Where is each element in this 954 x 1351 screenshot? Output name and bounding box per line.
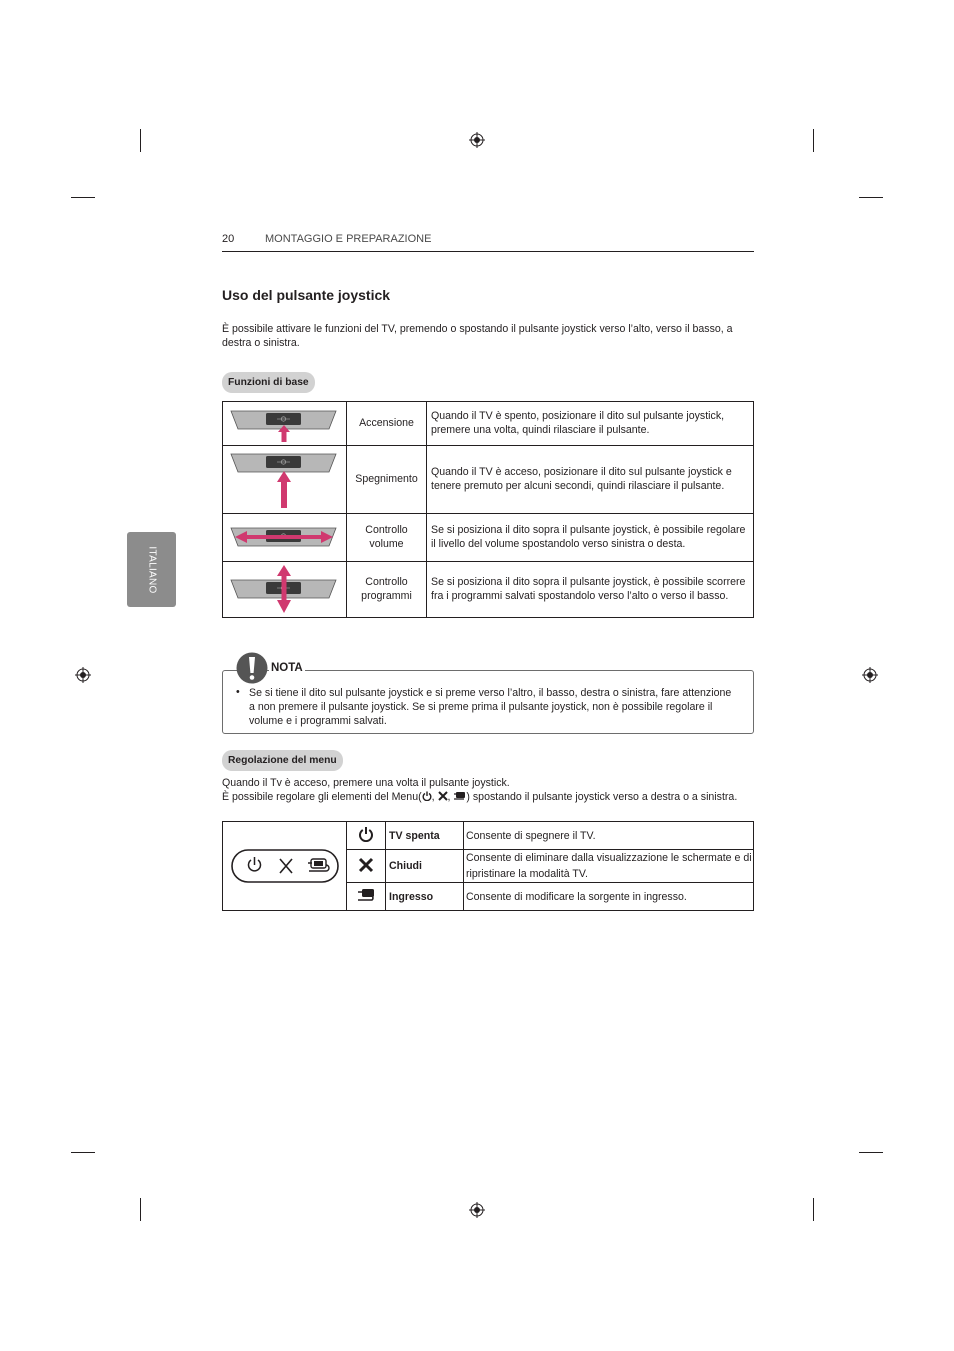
language-side-tab-label: ITALIANO: [146, 545, 157, 594]
function-description: Quando il TV è spento, posizionare il dito sul pulsante joystick, premere una volta, quindi rilasciare il pulsante.: [427, 402, 754, 446]
menu-adjust-line2-separator: ,: [431, 790, 438, 803]
section-title: Uso del pulsante joystick: [222, 287, 391, 303]
function-description: Quando il TV è acceso, posizionare il dito sul pulsante joystick e tenere premuto per alcuni secondi, quindi rilasciare il pulsante.: [427, 446, 754, 514]
function-description: Se si posiziona il dito sopra il pulsante joystick, è possibile regolare il livello del volume spostandolo verso sinistra o desta.: [427, 514, 754, 562]
menu-adjust-line1: Quando il Tv è acceso, premere una volta il pulsante joystick.: [222, 777, 510, 789]
table-row: [223, 514, 754, 562]
crop-mark: [813, 1198, 814, 1221]
table-row: [223, 822, 754, 850]
page-number: 20: [222, 233, 235, 245]
registration-mark-icon: [469, 1202, 485, 1218]
crop-mark: [71, 1152, 95, 1153]
menu-item-label: Ingresso: [386, 883, 464, 911]
registration-mark-icon: [75, 667, 91, 683]
crop-mark: [71, 197, 95, 198]
table-row: [223, 402, 754, 446]
menu-item-description: Consente di eliminare dalla visualizzazione le schermate e di ripristinare la modalità TV.: [464, 850, 754, 883]
power-icon: [347, 822, 386, 850]
note-label: NOTA: [271, 662, 303, 674]
page-header: [222, 232, 754, 252]
crop-mark: [813, 129, 814, 152]
intro-paragraph: È possibile attivare le funzioni del TV, premendo o spostando il pulsante joystick verso l’alto, verso il basso, a destra o sinistra.: [222, 323, 733, 349]
menu-adjust-paragraph: [222, 777, 757, 804]
joystick-programs-illustration: [223, 562, 347, 618]
joystick-hold-illustration: [223, 446, 347, 514]
language-side-tab: [127, 532, 176, 607]
menu-adjust-line2-start: È possibile regolare gli elementi del Menu(: [222, 790, 422, 803]
table-row: [223, 562, 754, 618]
registration-mark-icon: [862, 667, 878, 683]
function-name: Accensione: [347, 402, 427, 446]
joystick-volume-illustration: [223, 514, 347, 562]
input-icon: [347, 883, 386, 911]
close-icon: [347, 850, 386, 883]
menu-item-label: Chiudi: [386, 850, 464, 883]
crop-mark: [140, 1198, 141, 1221]
crop-mark: [140, 129, 141, 152]
menu-adjust-line2-separator: ,: [447, 790, 454, 803]
menu-illustration: [223, 822, 347, 911]
menu-item-description: Consente di spegnere il TV.: [464, 822, 754, 850]
crop-mark: [859, 197, 883, 198]
menu-adjust-heading: Regolazione del menu: [222, 750, 343, 771]
function-name: Controllo volume: [347, 514, 427, 562]
menu-item-label: TV spenta: [386, 822, 464, 850]
close-icon: [438, 791, 448, 801]
joystick-press-illustration: [223, 402, 347, 446]
menu-item-description: Consente di modificare la sorgente in ingresso.: [464, 883, 754, 911]
registration-mark-icon: [469, 132, 485, 148]
basic-functions-table: [222, 401, 754, 618]
function-name: Spegnimento: [347, 446, 427, 514]
menu-table: [222, 821, 754, 911]
section-header-title: MONTAGGIO E PREPARAZIONE: [265, 233, 432, 245]
menu-adjust-line2-end: ) spostando il pulsante joystick verso a destra o a sinistra.: [466, 790, 738, 803]
table-row: [223, 446, 754, 514]
exclamation-icon: [236, 652, 268, 684]
bullet-icon: •: [236, 686, 240, 698]
function-name: Controllo programmi: [347, 562, 427, 618]
basic-functions-heading: Funzioni di base: [222, 372, 315, 393]
function-description: Se si posiziona il dito sopra il pulsante joystick, è possibile scorrere fra i programmi salvati spostandolo verso l’alto o verso il basso.: [427, 562, 754, 618]
crop-mark: [859, 1152, 883, 1153]
power-icon: [422, 791, 432, 801]
note-text: Se si tiene il dito sul pulsante joystick e si preme verso l’altro, il basso, destra o sinistra, fare attenzione a non premere il pulsante joystick. Se si preme prima il pulsante joystick, non è possibile regolare il volume e i programmi salvati.: [249, 687, 732, 727]
input-icon: [453, 791, 466, 801]
